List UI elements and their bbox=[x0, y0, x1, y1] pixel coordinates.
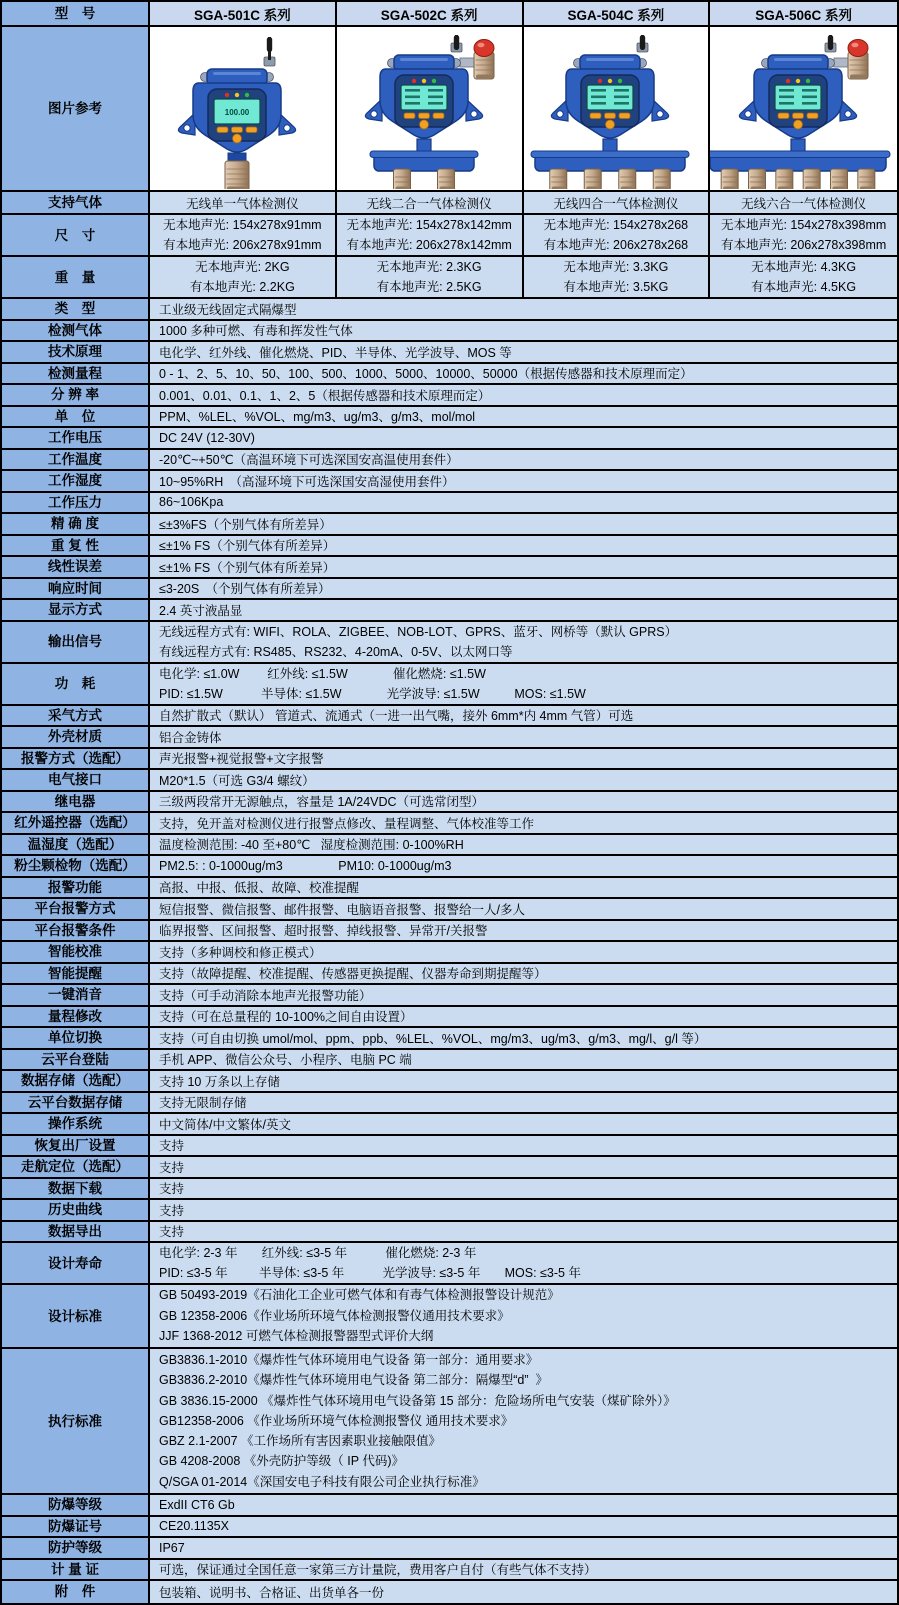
spec-value bbox=[150, 1538, 897, 1558]
spec-value bbox=[150, 557, 897, 577]
value-line: 0 - 1、2、5、10、50、100、500、1000、5000、10000、50000（根据传感器和技术原理而定） bbox=[159, 367, 693, 382]
row-label: 平台报警方式 bbox=[2, 899, 150, 919]
spec-row-25 bbox=[2, 878, 897, 900]
spec-row-20 bbox=[2, 770, 897, 792]
spec-row-5 bbox=[2, 407, 897, 429]
spec-value bbox=[150, 878, 897, 898]
row-label: 检测量程 bbox=[2, 364, 150, 384]
value-line: 可选，保证通过全国任意一家第三方计量院，费用客户自付（有些气体不支持） bbox=[159, 1563, 597, 1578]
spec-value bbox=[337, 215, 524, 255]
spec-value bbox=[150, 1157, 897, 1177]
spec-value bbox=[150, 1222, 897, 1242]
row-label: 数据存储（选配） bbox=[2, 1071, 150, 1091]
spec-value bbox=[150, 514, 897, 534]
row-label: 计 量 证 bbox=[2, 1560, 150, 1580]
row-label: 工作压力 bbox=[2, 493, 150, 513]
spec-value bbox=[710, 215, 897, 255]
value-line: M20*1.5（可选 G3/4 螺纹） bbox=[159, 773, 315, 788]
spec-row-29 bbox=[2, 964, 897, 986]
spec-value bbox=[150, 1136, 897, 1156]
spec-row-39 bbox=[2, 1179, 897, 1201]
value-line: 无本地声光: 154x278x268 bbox=[543, 218, 689, 232]
value-line: 2.4 英寸液晶显 bbox=[159, 603, 243, 618]
value-line: 无本地声光: 3.3KG bbox=[563, 260, 669, 274]
spec-value bbox=[150, 215, 337, 255]
row-label: 检测气体 bbox=[2, 321, 150, 341]
value-line: 支持 bbox=[159, 1182, 185, 1197]
value-line: 10~95%RH （高湿环境下可选深国安高湿使用套件） bbox=[159, 474, 455, 489]
value-line: PID: ≤1.5W 半导体: ≤1.5W 光学波导: ≤1.5W MOS: ≤1.5W bbox=[159, 686, 586, 701]
row-label: 技术原理 bbox=[2, 342, 150, 362]
row-label: 分 辨 率 bbox=[2, 385, 150, 405]
spec-row-47 bbox=[2, 1538, 897, 1560]
supported-gas-row bbox=[2, 192, 897, 215]
spec-row-33 bbox=[2, 1050, 897, 1072]
value-line: 铝合金铸体 bbox=[159, 730, 222, 745]
row-label: 云平台登陆 bbox=[2, 1050, 150, 1070]
value-line: 温度检测范围: -40 至+80℃ 湿度检测范围: 0-100%RH bbox=[159, 838, 464, 853]
spec-row-6 bbox=[2, 428, 897, 450]
spec-value bbox=[150, 471, 897, 491]
spec-row-42 bbox=[2, 1243, 897, 1285]
value-line: 有本地声光: 2.2KG bbox=[189, 280, 295, 294]
value-line: 有本地声光: 4.5KG bbox=[751, 280, 857, 294]
value-line: 支持（多种调校和修正模式） bbox=[159, 945, 322, 960]
spec-row-35 bbox=[2, 1093, 897, 1115]
spec-row-28 bbox=[2, 942, 897, 964]
value-line: 有本地声光: 3.5KG bbox=[563, 280, 669, 294]
value-line: 电化学: 2-3 年 红外线: ≤3-5 年 催化燃烧: 2-3 年 bbox=[159, 1246, 477, 1260]
value-line: GB 12358-2006《作业场所环境气体检测报警仪通用技术要求》 bbox=[159, 1308, 510, 1323]
value-line: 无本地声光: 154x278x142mm bbox=[346, 218, 512, 232]
model-header: SGA-504C 系列 bbox=[524, 2, 711, 25]
value-line: 无本地声光: 154x278x398mm bbox=[720, 218, 887, 232]
spec-row-24 bbox=[2, 856, 897, 878]
value-line: 无本地声光: 154x278x91mm bbox=[163, 218, 322, 232]
row-label: 支持气体 bbox=[2, 192, 150, 213]
value-line: 短信报警、微信报警、邮件报警、电脑语音报警、报警给一人/多人 bbox=[159, 902, 525, 917]
spec-value bbox=[337, 257, 524, 297]
spec-value bbox=[150, 664, 897, 704]
value-line: ≤±1% FS（个别气体有所差异） bbox=[159, 539, 336, 554]
spec-row-13 bbox=[2, 579, 897, 601]
row-label: 线性误差 bbox=[2, 557, 150, 577]
value-line: ≤3-20S （个别气体有所差异） bbox=[159, 582, 331, 597]
value-line: 有本地声光: 206x278x142mm bbox=[346, 238, 512, 252]
spec-row-40 bbox=[2, 1200, 897, 1222]
row-label: 输出信号 bbox=[2, 622, 150, 662]
spec-row-14 bbox=[2, 600, 897, 622]
spec-row-4 bbox=[2, 385, 897, 407]
value-line: ExdII CT6 Gb bbox=[159, 1497, 235, 1512]
spec-value bbox=[150, 299, 897, 319]
value-line: ≤±1% FS（个别气体有所差异） bbox=[159, 560, 336, 575]
row-label: 设计寿命 bbox=[2, 1243, 150, 1283]
spec-value bbox=[150, 1560, 897, 1580]
value-line: 中文简体/中文繁体/英文 bbox=[159, 1117, 291, 1132]
gas-detector-image bbox=[337, 29, 523, 189]
spec-value bbox=[150, 706, 897, 726]
value-line: 工业级无线固定式隔爆型 bbox=[159, 302, 297, 317]
value-line: -20℃~+50℃（高温环境下可选深国安高温使用套件） bbox=[159, 453, 459, 468]
spec-row-10 bbox=[2, 514, 897, 536]
gas-detector-image bbox=[710, 29, 897, 189]
row-label: 云平台数据存储 bbox=[2, 1093, 150, 1113]
row-label: 响应时间 bbox=[2, 579, 150, 599]
value-line: 支持无限制存储 bbox=[159, 1096, 247, 1111]
spec-row-16 bbox=[2, 664, 897, 706]
value-line: CE20.1135X bbox=[159, 1519, 229, 1534]
spec-value bbox=[150, 1349, 897, 1493]
antenna-icon bbox=[264, 37, 275, 66]
value-line: 高报、中报、低报、故障、校准提醒 bbox=[159, 881, 360, 896]
spec-value bbox=[150, 428, 897, 448]
spec-value bbox=[150, 342, 897, 362]
spec-row-3 bbox=[2, 364, 897, 386]
spec-row-7 bbox=[2, 450, 897, 472]
row-label: 图片参考 bbox=[2, 27, 150, 190]
value-line: IP67 bbox=[159, 1540, 185, 1555]
row-label: 防护等级 bbox=[2, 1538, 150, 1558]
value-line: 电化学、红外线、催化燃烧、PID、半导体、光学波导、MOS 等 bbox=[159, 345, 512, 360]
value-line: 手机 APP、微信公众号、小程序、电脑 PC 端 bbox=[159, 1053, 412, 1068]
spec-value bbox=[150, 536, 897, 556]
row-label: 防爆等级 bbox=[2, 1495, 150, 1515]
spec-value bbox=[150, 1007, 897, 1027]
row-label: 设计标准 bbox=[2, 1285, 150, 1347]
row-label: 类 型 bbox=[2, 299, 150, 319]
row-label: 数据导出 bbox=[2, 1222, 150, 1242]
spec-value bbox=[150, 1093, 897, 1113]
row-label: 走航定位（选配） bbox=[2, 1157, 150, 1177]
spec-value bbox=[150, 1028, 897, 1048]
spec-value bbox=[524, 215, 711, 255]
row-label: 显示方式 bbox=[2, 600, 150, 620]
value-line: 支持 bbox=[159, 1139, 185, 1154]
spec-row-0 bbox=[2, 299, 897, 321]
spec-row-21 bbox=[2, 792, 897, 814]
value-line: GB3836.2-2010《爆炸性气体环境用电气设备 第二部分：隔爆型“d” 》 bbox=[159, 1373, 548, 1388]
spec-value bbox=[150, 770, 897, 790]
value-line: 电化学: ≤1.0W 红外线: ≤1.5W 催化燃烧: ≤1.5W bbox=[159, 666, 486, 681]
row-label: 工作湿度 bbox=[2, 471, 150, 491]
spec-value bbox=[150, 407, 897, 427]
dimensions-row bbox=[2, 215, 897, 257]
gas-detector-image bbox=[150, 29, 336, 189]
antenna-icon bbox=[825, 35, 836, 52]
device-image-cell bbox=[150, 27, 337, 190]
spec-value bbox=[150, 1517, 897, 1537]
spec-value bbox=[524, 257, 711, 297]
value-line: 支持 10 万条以上存储 bbox=[159, 1074, 280, 1089]
spec-value bbox=[150, 727, 897, 747]
antenna-icon bbox=[637, 35, 648, 52]
row-label: 操作系统 bbox=[2, 1114, 150, 1134]
row-label: 电气接口 bbox=[2, 770, 150, 790]
row-label: 报警方式（选配） bbox=[2, 749, 150, 769]
header-row bbox=[2, 2, 897, 27]
spec-value bbox=[710, 257, 897, 297]
value-line: 支持（可自由切换 umol/mol、ppm、ppb、%LEL、%VOL、mg/m3、ug/m3、g/m3、mg/l、g/l 等） bbox=[159, 1031, 707, 1046]
row-label: 功 耗 bbox=[2, 664, 150, 704]
value-line: 无本地声光: 4.3KG bbox=[751, 260, 857, 274]
row-label: 附 件 bbox=[2, 1581, 150, 1603]
row-label: 工作电压 bbox=[2, 428, 150, 448]
spec-row-48 bbox=[2, 1560, 897, 1582]
value-line: 有本地声光: 206x278x268 bbox=[543, 238, 689, 252]
spec-row-8 bbox=[2, 471, 897, 493]
value-line: 无本地声光: 2KG bbox=[195, 260, 290, 274]
gas-type-value: 无线二合一气体检测仪 bbox=[337, 192, 524, 213]
value-line: 有本地声光: 206x278x398mm bbox=[720, 238, 887, 252]
value-line: 支持（故障提醒、校准提醒、传感器更换提醒、仪器寿命到期提醒等） bbox=[159, 967, 547, 982]
weight-row bbox=[2, 257, 897, 299]
value-line: PM2.5: : 0-1000ug/m3 PM10: 0-1000ug/m3 bbox=[159, 858, 452, 873]
spec-value bbox=[150, 835, 897, 855]
value-line: GB3836.1-2010《爆炸性气体环境用电气设备 第一部分：通用要求》 bbox=[159, 1352, 539, 1367]
gas-detector-image bbox=[524, 29, 710, 189]
row-label: 工作温度 bbox=[2, 450, 150, 470]
spec-value bbox=[150, 985, 897, 1005]
model-header: SGA-502C 系列 bbox=[337, 2, 524, 25]
spec-row-43 bbox=[2, 1285, 897, 1349]
spec-value bbox=[150, 1200, 897, 1220]
spec-row-17 bbox=[2, 706, 897, 728]
spec-row-38 bbox=[2, 1157, 897, 1179]
value-line: 支持 bbox=[159, 1160, 185, 1175]
spec-value bbox=[150, 1581, 897, 1603]
row-label: 采气方式 bbox=[2, 706, 150, 726]
spec-value bbox=[150, 1114, 897, 1134]
spec-value bbox=[150, 493, 897, 513]
value-line: 有线远程方式有: RS485、RS232、4-20mA、0-5V、以太网口等 bbox=[159, 644, 513, 659]
value-line: 无本地声光: 2.3KG bbox=[376, 260, 482, 274]
model-header-label: 型 号 bbox=[2, 2, 150, 25]
row-label: 外壳材质 bbox=[2, 727, 150, 747]
row-label: 报警功能 bbox=[2, 878, 150, 898]
spec-row-12 bbox=[2, 557, 897, 579]
row-label: 数据下载 bbox=[2, 1179, 150, 1199]
spec-value bbox=[150, 385, 897, 405]
row-label: 温湿度（选配） bbox=[2, 835, 150, 855]
spec-value bbox=[150, 856, 897, 876]
value-line: 支持 bbox=[159, 1225, 185, 1240]
spec-value bbox=[150, 942, 897, 962]
row-label: 精 确 度 bbox=[2, 514, 150, 534]
spec-value bbox=[150, 1179, 897, 1199]
spec-row-9 bbox=[2, 493, 897, 515]
value-line: DC 24V (12-30V) bbox=[159, 430, 255, 445]
value-line: 有本地声光: 206x278x91mm bbox=[163, 238, 322, 252]
spec-row-26 bbox=[2, 899, 897, 921]
row-label: 红外遥控器（选配） bbox=[2, 813, 150, 833]
value-line: 1000 多种可燃、有毒和挥发性气体 bbox=[159, 324, 353, 339]
spec-row-11 bbox=[2, 536, 897, 558]
gas-type-value: 无线单一气体检测仪 bbox=[150, 192, 337, 213]
model-header: SGA-501C 系列 bbox=[150, 2, 337, 25]
value-line: 自然扩散式（默认） 管道式、流通式（一进一出气嘴，接外 6mm*内 4mm 气管）可选 bbox=[159, 709, 634, 724]
value-line: 支持（可在总量程的 10-100%之间自由设置） bbox=[159, 1010, 413, 1025]
row-label: 粉尘颗检物（选配） bbox=[2, 856, 150, 876]
spec-row-18 bbox=[2, 727, 897, 749]
spec-value bbox=[150, 964, 897, 984]
row-label: 防爆证号 bbox=[2, 1517, 150, 1537]
spec-row-45 bbox=[2, 1495, 897, 1517]
spec-value bbox=[150, 257, 337, 297]
value-line: ≤±3%FS（个别气体有所差异） bbox=[159, 517, 332, 532]
spec-value bbox=[150, 364, 897, 384]
spec-row-1 bbox=[2, 321, 897, 343]
gas-type-value: 无线四合一气体检测仪 bbox=[524, 192, 711, 213]
row-label: 智能提醒 bbox=[2, 964, 150, 984]
row-label: 历史曲线 bbox=[2, 1200, 150, 1220]
spec-row-34 bbox=[2, 1071, 897, 1093]
antenna-icon bbox=[451, 35, 462, 52]
value-line: JJF 1368-2012 可燃气体检测报警器型式评价大纲 bbox=[159, 1329, 434, 1344]
value-line: GB 50493-2019《石油化工企业可燃气体和有毒气体检测报警设计规范》 bbox=[159, 1288, 560, 1303]
screen-reading: 100.00 bbox=[224, 107, 250, 117]
row-label: 执行标准 bbox=[2, 1349, 150, 1493]
spec-row-36 bbox=[2, 1114, 897, 1136]
spec-row-2 bbox=[2, 342, 897, 364]
value-line: GB 3836.15-2000 《爆炸性气体环境用电气设备第 15 部分：危险场所电气安装（煤矿除外）》 bbox=[159, 1393, 676, 1408]
spec-row-22 bbox=[2, 813, 897, 835]
spec-row-15 bbox=[2, 622, 897, 664]
row-label: 量程修改 bbox=[2, 1007, 150, 1027]
row-label: 单 位 bbox=[2, 407, 150, 427]
value-line: 支持，免开盖对检测仪进行报警点修改、量程调整、气体校准等工作 bbox=[159, 816, 535, 831]
value-line: 0.001、0.01、0.1、1、2、5（根据传感器和技术原理而定） bbox=[159, 388, 491, 403]
value-line: GB12358-2006 《作业场所环境气体检测报警仪 通用技术要求》 bbox=[159, 1413, 514, 1428]
spec-row-41 bbox=[2, 1222, 897, 1244]
spec-row-44 bbox=[2, 1349, 897, 1495]
spec-row-30 bbox=[2, 985, 897, 1007]
value-line: 声光报警+视觉报警+文字报警 bbox=[159, 752, 324, 767]
value-line: 三级两段常开无源触点，容量是 1A/24VDC（可选常闭型） bbox=[159, 795, 485, 810]
value-line: 支持 bbox=[159, 1203, 185, 1218]
value-line: GB 4208-2008 《外壳防护等级（ IP 代码)》 bbox=[159, 1454, 404, 1469]
spec-value bbox=[150, 450, 897, 470]
device-image-cell bbox=[524, 27, 711, 190]
spec-row-32 bbox=[2, 1028, 897, 1050]
device-image-cell bbox=[337, 27, 524, 190]
spec-value bbox=[150, 321, 897, 341]
spec-value bbox=[150, 1243, 897, 1283]
value-line: 支持（可手动消除本地声光报警功能） bbox=[159, 988, 372, 1003]
spec-value bbox=[150, 600, 897, 620]
spec-value bbox=[150, 921, 897, 941]
image-reference-row bbox=[2, 27, 897, 192]
device-image-cell bbox=[710, 27, 897, 190]
spec-row-37 bbox=[2, 1136, 897, 1158]
spec-row-46 bbox=[2, 1517, 897, 1539]
row-label: 单位切换 bbox=[2, 1028, 150, 1048]
spec-value bbox=[150, 1071, 897, 1091]
spec-value bbox=[150, 1285, 897, 1347]
spec-value bbox=[150, 1495, 897, 1515]
spec-value bbox=[150, 622, 897, 662]
row-label: 平台报警条件 bbox=[2, 921, 150, 941]
value-line: GBZ 2.1-2007 《工作场所有害因素职业接触限值》 bbox=[159, 1434, 441, 1449]
value-line: 86~106Kpa bbox=[159, 495, 224, 510]
spec-value bbox=[150, 1050, 897, 1070]
gas-type-value: 无线六合一气体检测仪 bbox=[710, 192, 897, 213]
value-line: 包装箱、说明书、合格证、出货单各一份 bbox=[159, 1585, 385, 1600]
model-header: SGA-506C 系列 bbox=[710, 2, 897, 25]
row-label: 恢复出厂设置 bbox=[2, 1136, 150, 1156]
spec-value bbox=[150, 579, 897, 599]
spec-value bbox=[150, 792, 897, 812]
spec-row-23 bbox=[2, 835, 897, 857]
row-label: 智能校准 bbox=[2, 942, 150, 962]
value-line: PPM、%LEL、%VOL、mg/m3、ug/m3、g/m3、mol/mol bbox=[159, 410, 476, 425]
row-label: 尺 寸 bbox=[2, 215, 150, 255]
value-line: PID: ≤3-5 年 半导体: ≤3-5 年 光学波导: ≤3-5 年 MOS: ≤3-5 年 bbox=[159, 1266, 581, 1280]
spec-value bbox=[150, 813, 897, 833]
value-line: 无线远程方式有: WIFI、ROLA、ZIGBEE、NOB-LOT、GPRS、蓝牙、网桥等（默认 GPRS） bbox=[159, 624, 678, 639]
spec-row-31 bbox=[2, 1007, 897, 1029]
row-label: 一键消音 bbox=[2, 985, 150, 1005]
value-line: 临界报警、区间报警、超时报警、掉线报警、异常开/关报警 bbox=[159, 924, 488, 939]
row-label: 重 复 性 bbox=[2, 536, 150, 556]
spec-value bbox=[150, 899, 897, 919]
spec-row-49 bbox=[2, 1581, 897, 1603]
spec-row-27 bbox=[2, 921, 897, 943]
spec-row-19 bbox=[2, 749, 897, 771]
spec-value bbox=[150, 749, 897, 769]
value-line: 有本地声光: 2.5KG bbox=[376, 280, 482, 294]
row-label: 继电器 bbox=[2, 792, 150, 812]
value-line: Q/SGA 01-2014《深国安电子科技有限公司企业执行标准》 bbox=[159, 1474, 485, 1489]
row-label: 重 量 bbox=[2, 257, 150, 297]
